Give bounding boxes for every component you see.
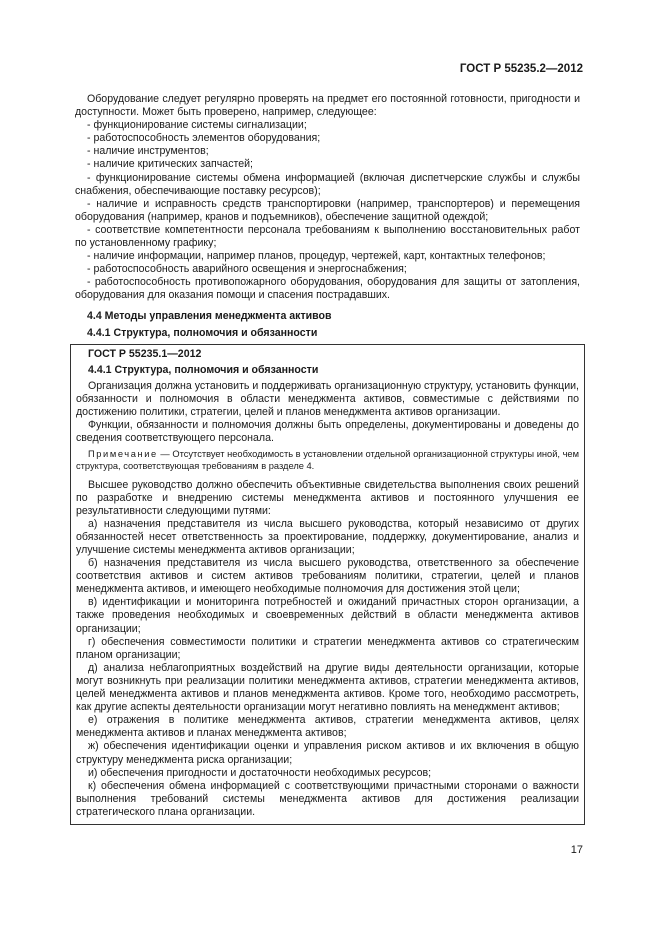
box-paragraph: Высшее руководство должно обеспечить объективные свидетельства выполнения своих решений по разработке и внедрению системы менеджмента активов и постоянного улучшения ее результативности следующими путями: (76, 478, 579, 517)
note-label: Примечание (88, 449, 158, 460)
box-list-item: ж) обеспечения идентификации оценки и управления риском активов и их включения в общую структуру менеджмента риска организации; (76, 740, 579, 766)
intro-item: - функционирование системы обмена информацией (включая диспетчерские службы и службы снабжения, обеспечивающие поставку ресурсов); (75, 171, 580, 197)
box-paragraph: Функции, обязанности и полномочия должны быть определены, документированы и доведены до сведения соответствующего персонала. (76, 419, 579, 445)
page-content (75, 93, 580, 825)
intro-item: - наличие информации, например планов, процедур, чертежей, карт, контактных телефонов; (87, 250, 546, 263)
box-reference: ГОСТ Р 55235.1—2012 (88, 347, 202, 360)
page-number: 17 (570, 844, 583, 856)
intro-item: - наличие критических запчастей; (87, 158, 253, 171)
box-list-item: к) обеспечения обмена информацией с соответствующими причастными сторонами о важности выполнения требований системы менеджмента активов для достижения реализации стратегического плана организации. (76, 779, 579, 818)
box-list-item: и) обеспечения пригодности и достаточности необходимых ресурсов; (88, 766, 432, 779)
note (76, 449, 579, 472)
intro-paragraph: Оборудование следует регулярно проверять на предмет его постоянной готовности, пригодности и доступности. Может быть проверено, например, следующее: (75, 93, 580, 119)
box-list-item: е) отражения в политике менеджмента активов, стратегии менеджмента активов, целях менеджмента активов и планах менеджмента активов; (76, 714, 579, 740)
box-list-item: д) анализа неблагоприятных воздействий на другие виды деятельности организации, которые могут возникнуть при реализации политики менеджмента активов, стратегии менеджмента активов, целей менеджмента активов и планов менеджмента активов. Кроме того, необходимо рассмотреть, как другие аспекты деятельности организации могут негативно повлиять на менеджмент активов; (76, 661, 579, 714)
quoted-standard-box (70, 344, 585, 825)
box-list-item: б) назначения представителя из числа высшего руководства, ответственного за обеспечение соответствия активов и систем активов требованиям политики, стратегии, целей и планов менеджмента активов, и имеющего необходимые полномочия для достижения этой цели; (76, 557, 579, 596)
section-heading-4-4: 4.4 Методы управления менеджмента активов (87, 309, 332, 322)
intro-item: - функционирование системы сигнализации; (87, 119, 307, 132)
document-code: ГОСТ Р 55235.2—2012 (459, 63, 583, 75)
note-text: — Отсутствует необходимость в установлении отдельной организационной структуры иной, чем структура, соответствующая требованиям в разделе 4. (76, 449, 579, 471)
box-list-item: г) обеспечения совместимости политики и стратегии менеджмента активов со стратегическим планом организации; (76, 635, 579, 661)
box-paragraph: Организация должна установить и поддерживать организационную структуру, установить функции, обязанности и полномочия в области менеджмента активов, совместимые с действиями по достижению политики, стратегии, целей и планов менеджмента активов организации. (76, 379, 579, 419)
intro-item: - работоспособность элементов оборудования; (87, 132, 321, 145)
box-list-item: а) назначения представителя из числа высшего руководства, который независимо от других обязанностей несет ответственность за проектирование, поддержку, документирование, анализ и улучшение системы менеджмента активов организации; (76, 517, 579, 556)
intro-item: - работоспособность противопожарного оборудования, оборудования для защиты от затопления, оборудования для оказания помощи и спасения пострадавших. (75, 276, 580, 302)
intro-item: - наличие и исправность средств транспортировки (например, транспортеров) и перемещения оборудования (например, кранов и подъемников), обеспечение защитной одеждой; (75, 197, 580, 223)
box-heading: 4.4.1 Структура, полномочия и обязанности (88, 363, 319, 376)
intro-item: - наличие инструментов; (87, 145, 209, 158)
intro-item: - соответствие компетентности персонала требованиям к выполнению восстановительных работ по установленному графику; (75, 223, 580, 250)
box-list-item: в) идентификации и мониторинга потребностей и ожиданий причастных сторон организации, а также проведения необходимых и своевременных действий в области менеджмента активов организации; (76, 596, 579, 635)
section-heading-4-4-1: 4.4.1 Структура, полномочия и обязанности (87, 326, 318, 339)
intro-item: - работоспособность аварийного освещения и энергоснабжения; (87, 263, 407, 276)
